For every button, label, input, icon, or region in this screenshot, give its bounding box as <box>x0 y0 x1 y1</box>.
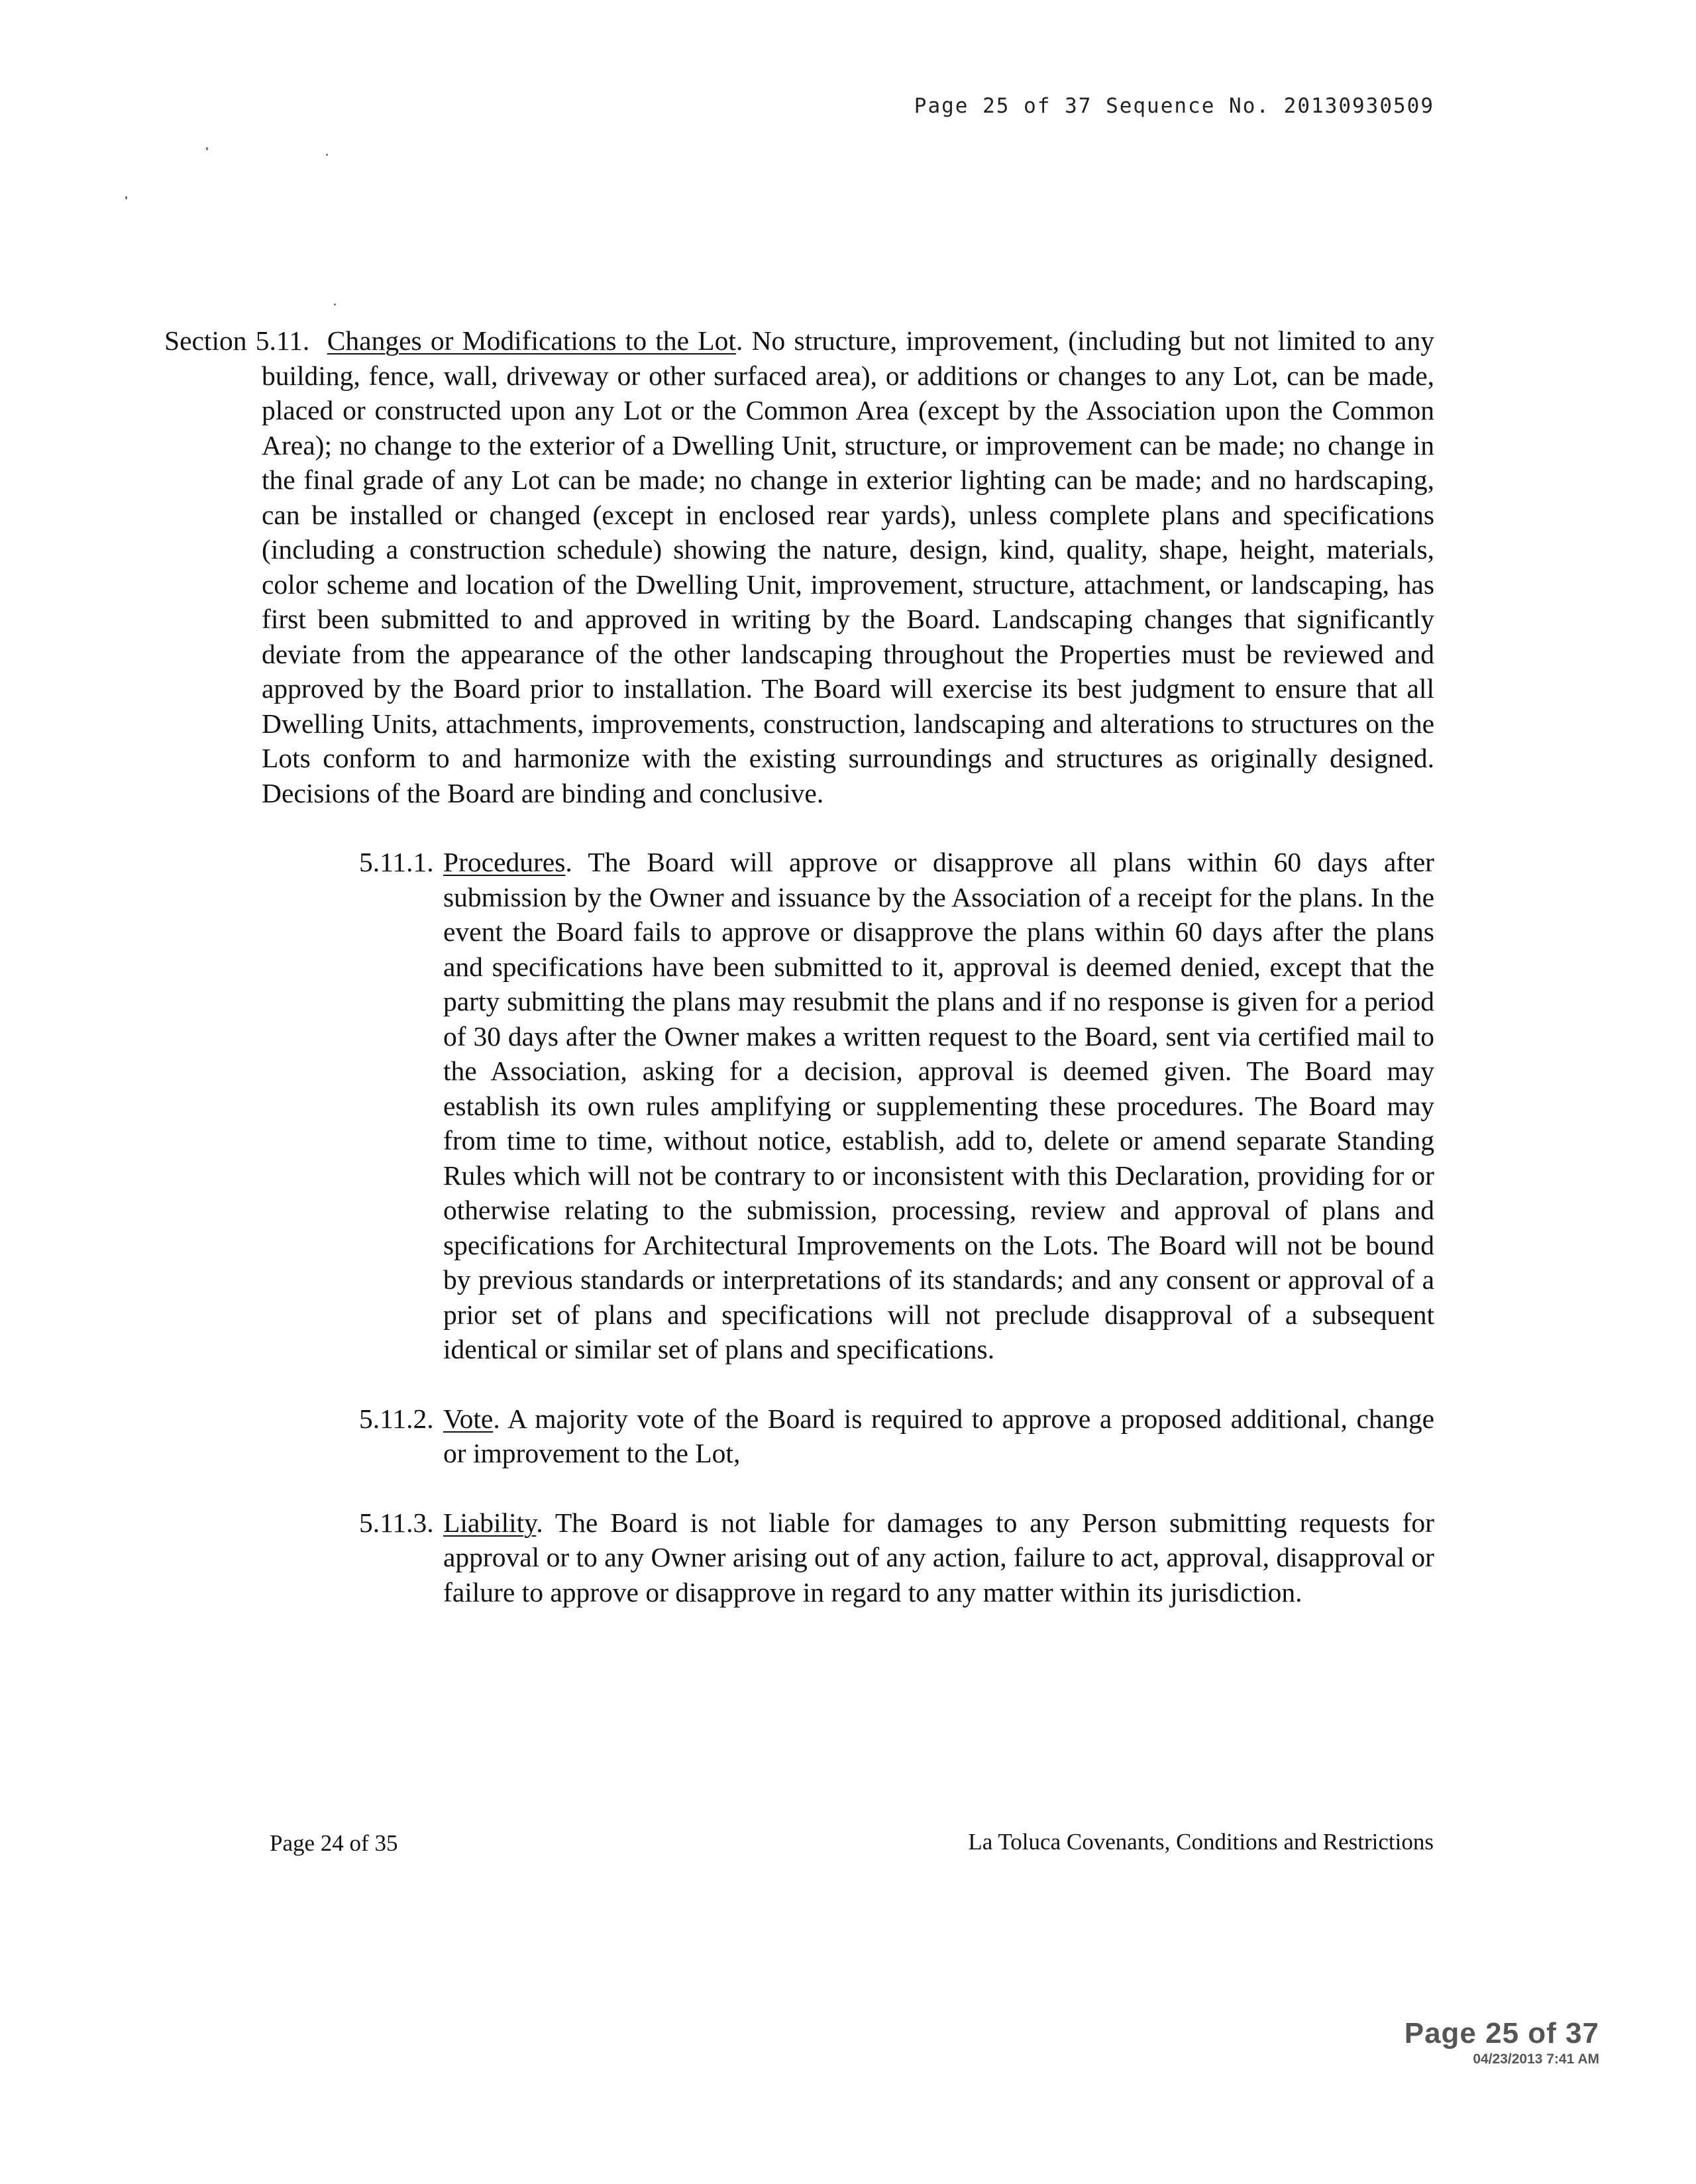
subsection-title: Vote <box>443 1403 494 1434</box>
subsection-body: The Board will approve or disapprove all plans within 60 days after submission by the Owner and issuance by the Association of a receipt for the plans. In the event the Board fails to approve or disapprove the plans within 60 days after the plans and specifications have been submitted to it, approval is deemed denied, except that the party submitting the plans may resubmit the plans and if no response is given for a period of 30 days after the Owner makes a written request to the Board, sent via certified mail to the Association, asking for a decision, approval is deemed given. The Board may establish its own rules amplifying or supplementing these procedures. The Board may from time to time, without notice, establish, add to, delete or amend separate Standing Rules which will not be contrary to or inconsistent with this Declaration, providing for or otherwise relating to the submission, processing, review and approval of plans and specifications for Architectural Improvements on the Lots. The Board will not be bound by previous standards or interpretations of its standards; and any consent or approval of a prior set of plans and specifications will not preclude disapproval of a subsequent identical or similar set of plans and specifications. <box>443 847 1434 1364</box>
section-body: No structure, improvement, (including but not limited to any building, fence, wall, driveway or other surfaced area), or additions or changes to any Lot, can be made, placed or constructed upon any Lot or the Common Area (except by the Association upon the Common Area); no change to the exterior of a Dwelling Unit, structure, or improvement can be made; no change in the final grade of any Lot can be made; no change in exterior lighting can be made; and no hardscaping, can be installed or changed (except in enclosed rear yards), unless complete plans and specifications (including a construction schedule) showing the nature, design, kind, quality, shape, height, materials, color scheme and location of the Dwelling Unit, improvement, structure, attachment, or landscaping, has first been submitted to and approved in writing by the Board. Landscaping changes that significantly deviate from the appearance of the other landscaping throughout the Properties must be reviewed and approved by the Board prior to installation. The Board will exercise its best judgment to ensure that all Dwelling Units, attachments, improvements, construction, landscaping and alterations to structures on the Lots conform to and harmonize with the existing surroundings and structures as originally designed. Decisions of the Board are binding and conclusive. <box>262 325 1434 808</box>
footer-document-title: La Toluca Covenants, Conditions and Restrictions <box>968 1829 1434 1855</box>
subsection-5-11-2 <box>359 1401 1434 1471</box>
subsection-number: 5.11.1. <box>359 847 434 877</box>
subsection-number: 5.11.2. <box>359 1403 434 1434</box>
subsection-5-11-1 <box>359 845 1434 1367</box>
recording-page-stamp <box>1404 2017 1599 2067</box>
subsection-title-punct: . <box>536 1507 543 1538</box>
section-5-11 <box>164 323 1434 810</box>
document-body <box>164 323 1434 1610</box>
section-number: Section 5.11. <box>164 325 310 356</box>
scan-speck <box>326 154 328 156</box>
subsection-title-punct: . <box>565 847 572 877</box>
section-title: Changes or Modifications to the Lot <box>327 325 736 356</box>
footer-page-label: Page 24 of 35 <box>270 1830 398 1856</box>
subsection-number: 5.11.3. <box>359 1507 434 1538</box>
scan-speck <box>125 196 127 199</box>
subsection-body: The Board is not liable for damages to any Person submitting requests for approval or to any Owner arising out of any action, failure to act, approval, disapproval or failure to approve or disapprove in regard to any matter within its jurisdiction. <box>443 1507 1434 1608</box>
scan-speck <box>206 147 208 150</box>
subsection-body: A majority vote of the Board is required to approve a proposed additional, change or improvement to the Lot, <box>443 1403 1434 1468</box>
subsection-title: Liability <box>443 1507 537 1538</box>
subsection-title: Procedures <box>443 847 566 877</box>
stamp-page: Page 25 of 37 <box>1404 2017 1599 2049</box>
section-title-punct: . <box>735 325 743 356</box>
stamp-timestamp: 04/23/2013 7:41 AM <box>1473 2051 1599 2067</box>
subsection-5-11-3 <box>359 1505 1434 1610</box>
recording-header-stamp: Page 25 of 37 Sequence No. 20130930509 <box>914 94 1434 118</box>
subsection-title-punct: . <box>493 1403 500 1434</box>
scan-speck <box>334 303 336 305</box>
